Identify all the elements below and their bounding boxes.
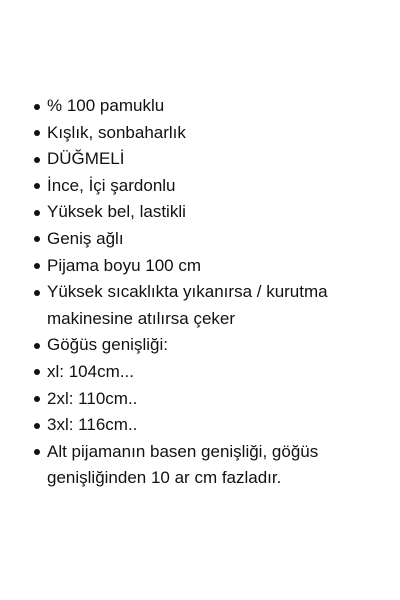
list-item-line: Geniş ağlı <box>47 228 124 248</box>
list-item-text <box>47 120 380 147</box>
list-item-line: Yüksek bel, lastikli <box>47 202 186 222</box>
list-item-text <box>47 253 380 280</box>
bullet-icon <box>34 130 40 136</box>
list-item <box>34 279 380 332</box>
list-item-line: DÜĞMELİ <box>47 149 125 169</box>
bullet-icon <box>34 396 40 402</box>
list-item <box>34 226 380 253</box>
bullet-icon <box>34 369 40 375</box>
bullet-icon <box>34 423 40 429</box>
bullet-icon <box>34 157 40 163</box>
list-item-text <box>47 173 380 200</box>
list-item-line: Göğüs genişliği: <box>47 335 168 355</box>
list-item-text <box>47 226 380 253</box>
list-item-line: Pijama boyu 100 cm <box>47 255 202 275</box>
list-item-line: 3xl: 116cm.. <box>47 415 138 435</box>
list-item-line: Yüksek sıcaklıkta yıkanırsa / kurutma <box>47 282 328 302</box>
bullet-icon <box>34 263 40 269</box>
list-item <box>34 439 380 492</box>
list-item-text <box>47 386 380 413</box>
list-item <box>34 93 380 120</box>
list-item-line: Kışlık, sonbaharlık <box>47 122 186 142</box>
list-item-text <box>47 359 380 386</box>
list-item <box>34 412 380 439</box>
list-item <box>34 359 380 386</box>
list-item-text <box>47 332 380 359</box>
list-item-line: xl: 104cm... <box>47 361 134 381</box>
bullet-icon <box>34 290 40 296</box>
list-item <box>34 199 380 226</box>
bullet-icon <box>34 210 40 216</box>
bullet-icon <box>34 104 40 110</box>
list-item-line: genişliğinden 10 ar cm fazladır. <box>47 468 282 488</box>
bullet-icon <box>34 449 40 455</box>
list-item-text <box>47 93 380 120</box>
list-item-text <box>47 439 380 492</box>
list-item <box>34 146 380 173</box>
list-item-text <box>47 279 380 332</box>
list-item <box>34 386 380 413</box>
feature-list <box>34 93 380 492</box>
bullet-icon <box>34 343 40 349</box>
list-item <box>34 253 380 280</box>
list-item-line: makinesine atılırsa çeker <box>47 308 236 328</box>
list-item-line: İnce, İçi şardonlu <box>47 175 176 195</box>
bullet-icon <box>34 183 40 189</box>
list-item <box>34 332 380 359</box>
list-item <box>34 120 380 147</box>
bullet-icon <box>34 236 40 242</box>
list-item-text <box>47 412 380 439</box>
list-item-line: Alt pijamanın basen genişliği, göğüs <box>47 441 319 461</box>
list-item-line: 2xl: 110cm.. <box>47 388 138 408</box>
list-item <box>34 173 380 200</box>
list-item-text <box>47 146 380 173</box>
list-item-line: % 100 pamuklu <box>47 96 165 115</box>
list-item-text <box>47 199 380 226</box>
